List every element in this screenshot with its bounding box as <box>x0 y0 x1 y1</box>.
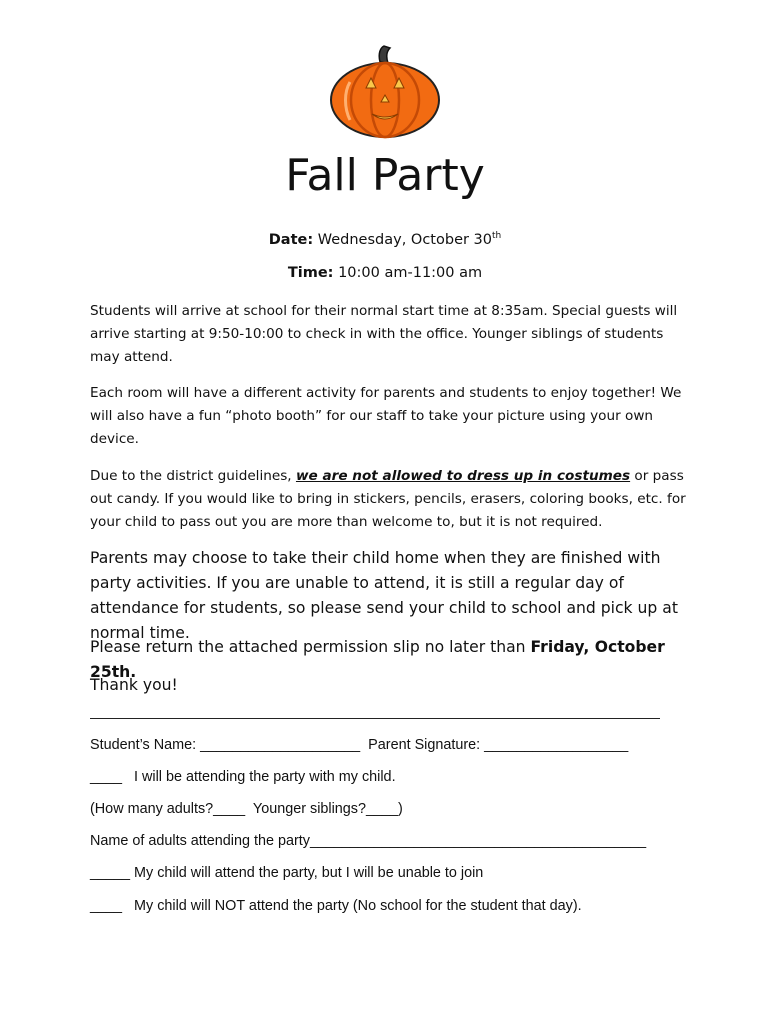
guidelines-intro: Due to the district guidelines, <box>90 468 296 484</box>
date-value: Wednesday, October 30 <box>317 232 493 248</box>
adult-names-line: Name of adults attending the party__________________________________________ <box>90 833 647 849</box>
page-title: Fall Party <box>285 150 485 201</box>
return-slip-text: Please return the attached permission slip no later than <box>90 638 531 656</box>
date-suffix: th <box>492 231 502 241</box>
paragraph-activities: Each room will have a different activity for parents and students to enjoy together! We will also have a fun “photo booth” for our staff to take your picture using your own device. <box>90 385 682 447</box>
costume-warning: we are not allowed to dress up in costumes <box>295 468 631 484</box>
time-label: Time: <box>287 265 334 281</box>
adults-siblings-count-line: (How many adults?____ Younger siblings?____) <box>90 801 403 817</box>
attending-with-child-line: ____ I will be attending the party with my child. <box>90 769 396 785</box>
guidelines-rest: or pass out candy. If you would like to bring in stickers, pencils, erasers, coloring books, etc. for your child to pass out you are more than welcome to, but it is not required. <box>90 468 686 530</box>
child-not-attending-line: ____ My child will NOT attend the party (No school for the student that day). <box>90 898 582 914</box>
event-time <box>0 263 770 283</box>
child-attends-only-line: _____ My child will attend the party, but I will be unable to join <box>90 865 484 881</box>
pumpkin-icon <box>328 44 442 140</box>
event-date <box>0 226 770 250</box>
date-label: Date: <box>268 232 314 248</box>
time-value: 10:00 am-11:00 am <box>338 265 483 281</box>
paragraph-arrival: Students will arrive at school for their normal start time at 8:35am. Special guests will arrive starting at 9:50-10:00 to check in with the office. Younger siblings of students may attend. <box>90 303 678 365</box>
paragraph-pickup: Parents may choose to take their child home when they are finished with party activities. If you are unable to attend, it is still a regular day of attendance for students, so please send your child to school and pick up at normal time. <box>90 549 678 642</box>
student-name-signature-line: Student’s Name: ____________________ Parent Signature: __________________ <box>90 737 629 753</box>
thank-you: Thank you! <box>90 676 178 694</box>
paragraph-guidelines <box>90 465 690 534</box>
cut-line-divider <box>90 718 660 719</box>
return-deadline: Friday, October 25th. <box>90 638 665 681</box>
